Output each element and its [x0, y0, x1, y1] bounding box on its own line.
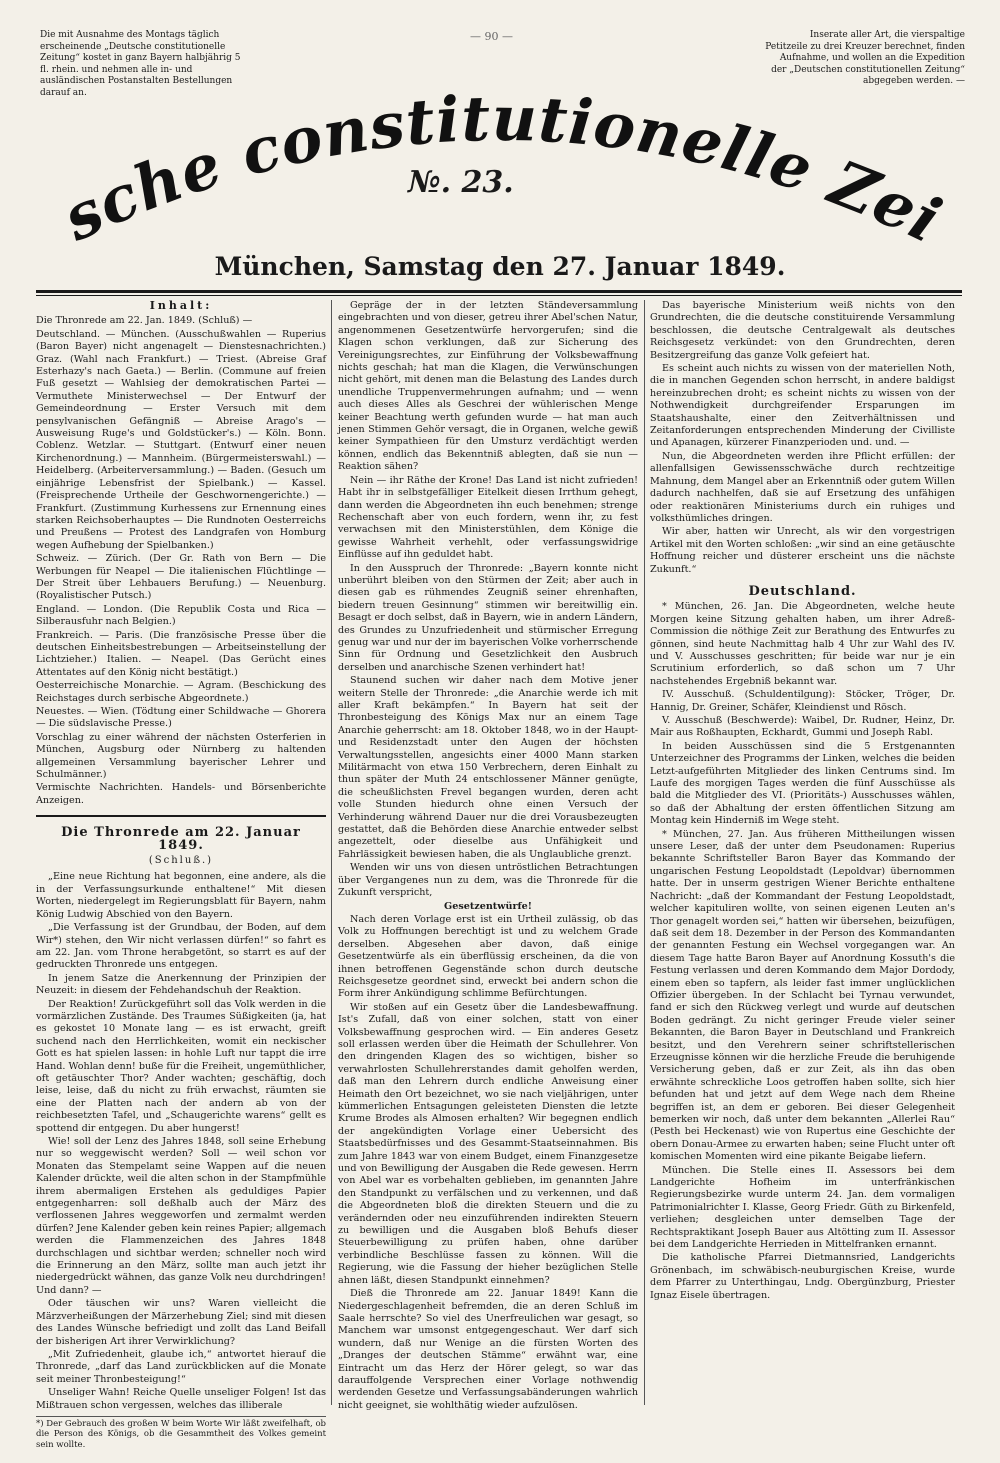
column-3: [650, 300, 955, 1303]
article-paragraph: Gepräge der in der letzten Ständeversammlung eingebrachten und von dieser, getreu ihrer Abel'schen Natur, angenommenen Gesetzentwürfe hervorgerufen; sind die Klagen schon verklungen, daß zur Sicherung des Vereinigungsrechtes, zur Einführung der Volksbewaffnung nichts geschah; hat man die Klagen, die Verwünschungen nicht gehört, mit denen man die Belastung des Landes durch unendliche Truppenvermehrungen aufnahm; und — wenn auch dieses Alles als Geschrei der wühlerischen Menge keiner Beachtung werth gefunden wurde — hat man auch jenen Stimmen Gehör versagt, die in Organen, welche gewiß keiner Sympathieen für den Umsturz verdächtigt werden können, endlich das Bekenntniß ablegten, daß sie nun — Reaktion sähen?: [338, 300, 638, 473]
header-rule-thin: [36, 295, 962, 296]
toc-item: England. — London. (Die Republik Costa und Rica — Silberausfuhr nach Belgien.): [36, 603, 326, 628]
article-paragraph: Nun, die Abgeordneten werden ihre Pflicht erfüllen: der allenfallsigen Gewissensschwäche durch rechtzeitige Mahnung, dem Mangel aber an Erkenntniß oder gutem Willen dadurch nachhelfen, daß sie auf Ersetzung des unfähigen oder reaktionären Ministeriums durch ein ruhiges und volksthümliches dringen.: [650, 450, 955, 524]
subscription-notice: Die mit Ausnahme des Montags täglich erscheinende „Deutsche constitutionelle Zeitung“ kostet in ganz Bayern halbjährig 5 fl. rhein. und nehmen alle in- und ausländischen Postanstalten Bestellungen darauf an.: [40, 30, 241, 98]
news-paragraph: V. Ausschuß (Beschwerde): Waibel, Dr. Rudner, Heinz, Dr. Mair aus Roßhaupten, Eckhardt, Gummi und Joseph Rabl.: [650, 715, 955, 739]
column-rule: [644, 300, 645, 1405]
toc-item: Vorschlag zu einer während der nächsten Osterferien in München, Augsburg oder Nürnberg zu haltenden allgemeinen Versammlung bayerischer Lehrer und Schulmänner.): [36, 731, 326, 781]
article-title: Die Thronrede am 22. Januar 1849.: [61, 825, 301, 853]
footnote-text: *) Der Gebrauch des großen W beim Worte Wir läßt zweifelhaft, ob die Person des Königs, ob die Gesammtheit des Volkes gemeint sein wollte.: [36, 1418, 326, 1450]
section-divider: [36, 815, 326, 817]
article-paragraph: Nein — ihr Räthe der Krone! Das Land ist nicht zufrieden! Habt ihr in selbstgefälliger Eitelkeit diesen Irrthum gehegt, dann werden die Abgeordneten ihn euch benehmen; strenge Rechenschaft aber von euch fordern, wenn ihr, zu fest verwachsen mit den Ministerstühlen, dem Könige die gewisse Wahrheit verhehlt, oder verfassungswidrige Einflüsse auf ihn geduldet habt.: [338, 474, 638, 561]
masthead: [40, 55, 960, 265]
column-rule: [331, 300, 332, 1405]
article-paragraph: „Eine neue Richtung hat begonnen, eine andere, als die in der Verfassungsurkunde enthaltene!“ Mit diesen Worten, niedergelegt im Regierungsblatt für Bayern, nahm König Ludwig Abschied von den Bayern.: [36, 871, 326, 920]
article-paragraph: In den Ausspruch der Thronrede: „Bayern konnte nicht unberührt bleiben von den Stürmen der Zeit; aber auch in diesen gab es rühmendes Zeugniß seiner ehrenhaften, biedern treuen Gesinnung“ stimmen wir bereitwillig ein. Besagt er doch selbst, daß in Bayern, wie in andern Ländern, des Grundes zu Unzufriedenheit und stürmischer Erregung genug war und nur der im bayerischen Volke vorherrschende Sinn für Ordnung und Gesetzlichkeit den Ausbruch derselben und anarchische Szenen verhindert hat!: [338, 562, 638, 673]
news-paragraph: München. Die Stelle eines II. Assessors bei dem Landgerichte Hofheim im unterfränkischen Regierungsbezirke wurde unterm 24. Jan. dem vormaligen Patrimonialrichter I. Klasse, Georg Friedr. Güth zu Birkenfeld, verliehen; desgleichen unter demselben Tage der Rechtspraktikant Joseph Bauer aus Altötting zum II. Assessor bei dem Landgerichte Herrieden in Mittelfranken ernannt.: [650, 1164, 955, 1251]
article-subheading: Gesetzentwürfe!: [444, 900, 532, 912]
article-paragraph: „Die Verfassung ist der Grundbau, der Boden, auf dem Wir*) stehen, den Wir nicht verlassen dürfen!“ so fahrt es am 22. Jan. vom Throne herabgetönt, so starrt es auf der gedruckten Thronrede uns entgegen.: [36, 922, 326, 971]
toc-item: Schweiz. — Zürich. (Der Gr. Rath von Bern — Die Werbungen für Neapel — Die italienischen Flüchtlinge — Der Streit über Lehbauers Berufung.) — Neuenburg. (Royalistischer Putsch.): [36, 553, 326, 602]
page-number: — 90 —: [470, 30, 513, 43]
article-subtitle: (Schluß.): [148, 855, 214, 867]
article-paragraph: In jenem Satze die Anerkennung der Prinzipien der Neuzeit: in diesem der Fehdehandschuh der Reaktion.: [36, 972, 326, 997]
table-of-contents: [36, 300, 326, 807]
column-1: [36, 300, 326, 1451]
article-paragraph: Nach deren Vorlage erst ist ein Urtheil zulässig, ob das Volk zu Hoffnungen berechtigt ist und zu welchem Grade derselben. Abgesehen aber davon, daß einige Gesetzentwürfe als ein überflüssig erscheinen, da die von ihnen betroffenen Gegenstände schon durch deutsche Reichsgesetze geordnet sind, erweckt bei andern schon die Form ihrer Ankündigung schlimme Befürchtungen.: [338, 913, 638, 1000]
toc-item: Deutschland. — München. (Ausschußwahlen — Ruperius (Baron Bayer) nicht angenagelt — Dienstesnachrichten.) Graz. (Wahl nach Frankfurt.) — Triest. (Abreise Graf Esterhazy's nach Gaeta.) — Berlin. (Commune auf freien Fuß gesetzt — Wahlsieg der demokratischen Partei — Vermuthete Ministerwechsel — Der Entwurf der Gemeindeordnung — Erster Versuch mit dem pensylvanischen Gefängniß — Abreise Arago's — Ausweisung Ruge's und Goldstücker's.) — Köln. Bonn. Coblenz. Wetzlar. — Stuttgart. (Entwurf einer neuen Kirchenordnung.) — Mannheim. (Bürgermeisterswahl.) — Heidelberg. (Arbeiterversammlung.) — Baden. (Gesuch um einjährige Lebensfrist der Spielbank.) — Kassel. (Freisprechende Urtheile der Geschwornengerichte.) — Frankfurt. (Zustimmung Kurhessens zur Ernennung eines starken Reichsoberhauptes — Die Rundnoten Oesterreichs und Preußens — Protest des Landgrafen von Homburg wegen Aufhebung der Spielbanken.): [36, 328, 326, 551]
news-paragraph: Die katholische Pfarrei Dietmannsried, Landgerichts Grönenbach, im schwäbisch-neuburgischen Kreise, wurde dem Pfarrer zu Unterthingau, Lndg. Obergünzburg, Priester Ignaz Eisele übertragen.: [650, 1252, 955, 1301]
article-paragraph: Wenden wir uns von diesen untröstlichen Betrachtungen über Vergangenes nun zu dem, was die Thronrede für die Zukunft verspricht,: [338, 862, 638, 899]
article-paragraph: Oder täuschen wir uns? Waren vielleicht die Märzverheißungen der Märzerhebung Ziel; sind mit diesen des Landes Wünsche befriedigt und zollt das Land Beifall der bisherigen Art ihrer Verwirklichung?: [36, 1298, 326, 1347]
news-paragraph: * München, 27. Jan. Aus früheren Mittheilungen wissen unsere Leser, daß der unter dem Pseudonamen: Ruperius bekannte Schriftsteller Baron Bayer das Kommando der ungarischen Festung Leopoldstadt (Lepoldvar) übernommen hatte. Der in unserm gestrigen Wiener Berichte enthaltene Nachricht: „daß der Kommandant der Festung Leopoldstadt, welcher kapituliren wollte, von seinen eigenen Leuten an's Thor genagelt worden sei,“ hatten wir übersehen, beizufügen, daß seit dem 18. Dezember in der Person des Kommandanten der genannten Festung ein Wechsel vorgegangen war. An diesem Tage hatte Baron Bayer auf Anordnung Kossuth's die Festung verlassen und deren Kommando dem Major Dordody, einem eben so tapfern, als leider fast immer unglücklichen Offizier übergeben. In der Schlacht bei Tyrnau verwundet, fand er sich den Rückweg verlegt und wurde auf deutschen Boden gedrängt. Zu nicht geringer Freude vieler seiner Bekannten, die Baron Bayer in Deutschland und Frankreich besitzt, und den Verehrern seiner schriftstellerischen Erzeugnisse können wir die herzliche Freude die beruhigende Versicherung geben, daß er zur Zeit, als ihn das oben erwähnte schreckliche Loos getroffen haben sollte, sich hier befunden hat und jetzt auf dem Wege nach dem Rheine begriffen ist, an dem er geboren. Bei dieser Gelegenheit bemerken wir noch, daß unter dem bekannten „Allerlei Rau“ (Pesth bei Heckenast) wie von Rupertus eine Geschichte der obern Donau-Armee zu erwarten haben; seine Flucht unter oft komischen Momenten wird eine pikante Beigabe liefern.: [650, 828, 955, 1163]
toc-item: Frankreich. — Paris. (Die französische Presse über die deutschen Einheitsbestrebungen — Arbeitseinstellung der Lichtzieher.) Italien. — Neapel. (Das Gerücht eines Attentates auf den König nicht bestätigt.): [36, 629, 326, 678]
masthead-title-svg: [40, 55, 960, 265]
article-paragraph: Es scheint auch nichts zu wissen von der materiellen Noth, die in manchen Gegenden schon herrscht, in andere baldigst hereinzubrechen droht; es scheint nichts zu wissen von der Nothwendigkeit durchgreifender Ersparungen im Staatshaushalte, einer den Zeitverhältnissen und Zeitanforderungen entsprechenden Minderung der Civilliste und Apanagen, kürzerer Finanzperioden und. und. —: [650, 363, 955, 449]
toc-item: Oesterreichische Monarchie. — Agram. (Beschickung des Reichstages durch serbische Abgeordnete.): [36, 680, 326, 704]
svg-text:Deutsche constitutionelle Zeit: [40, 55, 953, 257]
news-paragraph: IV. Ausschuß. (Schuldentilgung): Stöcker, Tröger, Dr. Hannig, Dr. Greiner, Schäfer, Kleindienst und Rösch.: [650, 689, 955, 713]
article-paragraph: Der Reaktion! Zurückgeführt soll das Volk werden in die vormärzlichen Zustände. Des Traumes Süßigkeiten (ja, hat es gekostet 10 Monate lang — es ist erwacht, greift suchend nach den Herrlichkeiten, womit ein neckischer Gott es hat spielen lassen: in hohle Luft nur tappt die irre Hand. Wohlan denn! buße für die Freiheit, ungemüthlicher, oft getäuschter Thor? Ander wachten; geschäftig, doch leise, leise, daß du nicht zu früh erwachst, räumten sie eine der Platten nach der andern ab von der reichbesetzten Tafel, und „Schaugerichte warens“ gellt es spottend dir entgegen. Du aber hungerst!: [36, 998, 326, 1134]
section-heading-deutschland: Deutschland.: [748, 583, 857, 599]
article-paragraph: Das bayerische Ministerium weiß nichts von den Grundrechten, die die deutsche constituirende Versammlung beschlossen, die deutsche Centralgewalt als deutsches Reichsgesetz verkündet: von den Grundrechten, deren Besitzergreifung das ganze Volk gefeiert hat.: [650, 300, 955, 361]
footnote: [36, 1416, 326, 1451]
toc-item: Neuestes. — Wien. (Tödtung einer Schildwache — Ghorera — Die südslavische Presse.): [36, 706, 326, 730]
article-paragraph: Dieß die Thronrede am 22. Januar 1849! Kann die Niedergeschlagenheit befremden, die an deren Schluß im Saale herrschte? So viel des Unerfreulichen war gesagt, so Manchem war umsonst entgegengeschaut. Wer darf sich wundern, daß nur Wenige an die fürsten Worten des „Dranges der deutschen Stämme“ erwähnt war, eine Eintracht um das Herz der Hörer gelegt, so war das darauffolgende Versprechen einer Vorlage nothwendig werdenden Gesetze und Verfassungsabänderungen wahrlich nicht geeignet, sie wohlthätig wieder aufzulösen.: [338, 1288, 638, 1411]
issue-number: №. 23.: [408, 165, 514, 200]
column-2: [338, 300, 638, 1413]
header-rule-thick: [36, 290, 962, 293]
toc-item: Vermischte Nachrichten. Handels- und Börsenberichte Anzeigen.: [36, 782, 326, 806]
news-paragraph: In beiden Ausschüssen sind die 5 Erstgenannten Unterzeichner des Programms der Linken, welches die beiden Letzt-aufgeführten Mitglieder des linken Centrums sind. Im Laufe des morgigen Tages werden die fünf Ausschüsse als bald die Mitglieder des VI. (Prioritäts-) Ausschusses wählen, so daß der Abhaltung der ersten öffentlichen Sitzung am Montag kein Hinderniß im Wege steht.: [650, 740, 955, 827]
article-paragraph: Staunend suchen wir daher nach dem Motive jener weitern Stelle der Thronrede: „die Anarchie werde ich mit aller Kraft bekämpfen.“ In Bayern hat seit der Thronbesteigung des Königs Max nur an einem Tage Anarchie geherrscht: am 18. Oktober 1848, wo in der Haupt- und Residenzstadt unter den Augen der höchsten Verwaltungsstellen, angesichts einer 4000 Mann starken Militärmacht von etwa 150 Verbrechern, deren Einhalt zu thun später der Muth 24 entschlossener Männer genügte, die scheußlichsten Frevel begangen wurden, deren acht volle Stunden hiedurch ohne einen Versuch der Verhinderung während Dauer nur die drei Vorausbezeugten gestattet, daß die Behörden diese Anarchie entweder selbst angezettelt, oder dieselbe aus Unfähigkeit und Fahrlässigkeit bewiesen haben, die als Unglaubliche grenzt.: [338, 675, 638, 860]
article-paragraph: Unseliger Wahn! Reiche Quelle unseliger Folgen! Ist das Mißtrauen schon vergessen, welches das illiberale: [36, 1387, 326, 1411]
masthead-title: sche constitutionelle Zei: [52, 81, 953, 258]
dateline: München, Samstag den 27. Januar 1849.: [214, 252, 786, 281]
article-paragraph: „Mit Zufriedenheit, glaube ich,“ antwortet hierauf die Thronrede, „darf das Land zurückblicken auf die Monate seit meiner Thronbesteigung!“: [36, 1348, 326, 1385]
article-paragraph: Wie! soll der Lenz des Jahres 1848, soll seine Erhebung nur so weggewischt werden? Soll — weil schon vor Monaten das Stempelamt seine Wappen auf die neuen Kalender drückte, weil die alten schon in der Stampfmühle ihrem abermaligen Erstehen als geduldiges Papier entgegenharren: soll deßhalb auch der März des verflossenen Jahres weggeworfen und zermalmt werden dürfen? Jene Kalender geben kein reines Papier; allgemach werden die Flammenzeichen des Jahres 1848 durchschlagen und sichtbar werden; schneller noch wird die Erinnerung an den März, sollte man auch jetzt ihr niedergedrückt wähnen, das ganze Volk neu durchdringen! Und dann? —: [36, 1136, 326, 1296]
toc-item: Die Thronrede am 22. Jan. 1849. (Schluß) —: [36, 315, 253, 327]
article-paragraph: Wir stoßen auf ein Gesetz über die Landesbewaffnung. Ist's Zufall, daß von einer solchen, statt von einer Volksbewaffnung gesprochen wird. — Ein anderes Gesetz soll erlassen werden über die Heimath der Schullehrer. Von den dringenden Klagen des so wichtigen, bisher so verwahrlosten Schullehrerstandes damit geholfen werden, daß man den Lehrern durch endliche Anweisung einer Heimath den Ort bezeichnet, wo sie nach vieljährigen, unter kümmerlichen Entsagungen geleisteten Diensten die letzte Krume Brodes als Almosen erhalten? Wir begegnen endlich der angekündigten Vorlage einer Uebersicht des Staatsbedürfnisses und des Gesammt-Staatseinnahmen. Bis zum Jahre 1843 war von einem Budget, einem Finanzgesetze und von Bewilligung der Ausgaben die Rede gewesen. Herrn von Abel war es vorbehalten geblieben, im genannten Jahre den Standpunkt zu verfälschen und zu verkennen, und daß die Abgeordneten bloß die direkten Steuern und die zu verändernden oder neu einzuführenden indirekten Steuern zu bewilligen und die Ausgaben bloß Behufs dieser Steuerbewilligung zu prüfen haben, ohne darüber verbindliche Beschlüsse fassen zu können. Will die Regierung, wie die Fassung der hieher bezüglichen Stelle ahnen läßt, diesen Standpunkt einnehmen?: [338, 1001, 638, 1286]
news-paragraph: * München, 26. Jan. Die Abgeordneten, welche heute Morgen keine Sitzung gehalten haben, um ihrer Adreß-Commission die nöthige Zeit zur Berathung des Entwurfes zu gönnen, sind heute Nachmittag halb 4 Uhr zur Wahl des IV. und V. Ausschusses geschritten; für beide war nur je ein Scrutinium erforderlich, so daß schon um 7 Uhr nachstehendes Ergebniß bekannt war.: [650, 601, 955, 687]
advertising-notice: Inserate aller Art, die vierspaltige Petitzeile zu drei Kreuzer berechnet, finden Aufnahme, und wollen an die Expedition der „Deutschen constitutionellen Zeitung“ abgegeben werden. —: [765, 30, 965, 86]
article-paragraph: Wir aber, hatten wir Unrecht, als wir den vorgestrigen Artikel mit den Worten schloßen: „wir sind an eine getäuschte Hoffnung reicher und düsterer erscheint uns die nächste Zukunft.“: [650, 526, 955, 575]
toc-heading: Inhalt:: [149, 299, 213, 312]
